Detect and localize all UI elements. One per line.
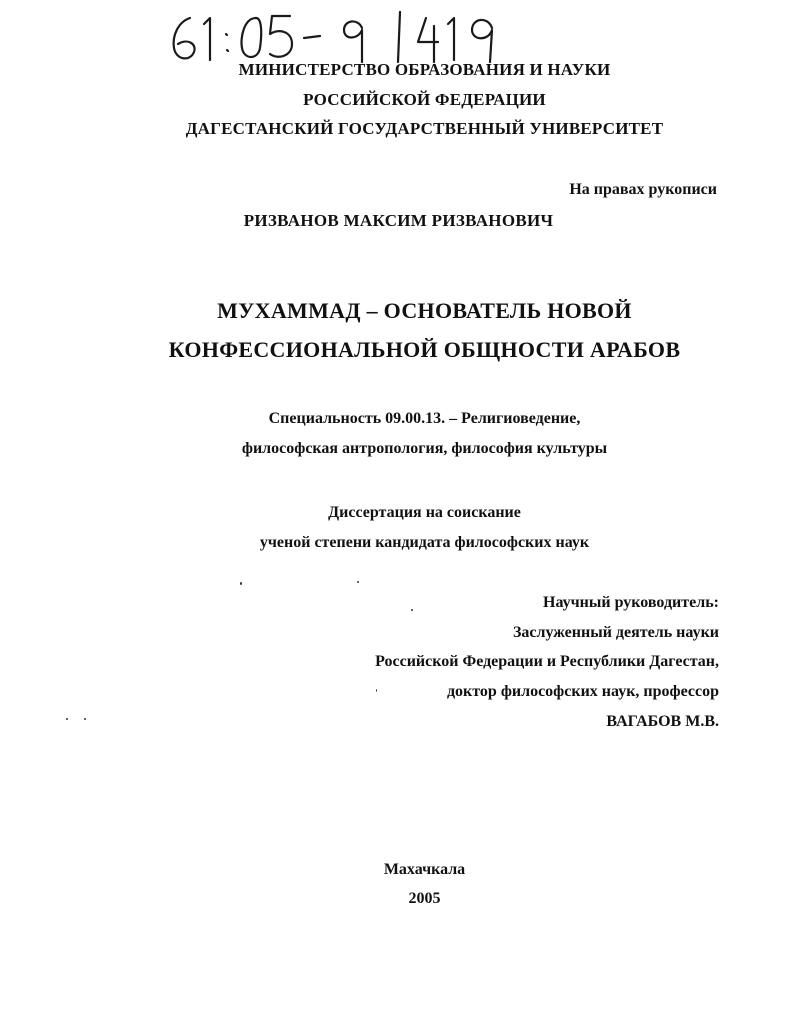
dissertation-degree-line-2: ученой степени кандидата философских наук bbox=[259, 534, 590, 551]
specialty-line-2: философская антропология, философия культуры bbox=[241, 440, 608, 457]
supervisor-label: Научный руководитель: bbox=[543, 594, 719, 611]
scan-speck bbox=[411, 609, 413, 611]
rights-note: На правах рукописи bbox=[569, 181, 717, 198]
year: 2005 bbox=[408, 890, 441, 907]
dissertation-degree-line-1: Диссертация на соискание bbox=[328, 504, 521, 521]
institution-line-3: ДАГЕСТАНСКИЙ ГОСУДАРСТВЕННЫЙ УНИВЕРСИТЕТ bbox=[185, 119, 664, 138]
handwritten-catalog-number bbox=[150, 4, 530, 66]
author-name: РИЗВАНОВ МАКСИМ РИЗВАНОВИЧ bbox=[243, 211, 554, 230]
institution-line-2: РОССИЙСКОЙ ФЕДЕРАЦИИ bbox=[303, 90, 546, 109]
scan-speck bbox=[376, 689, 377, 692]
scan-speck bbox=[240, 582, 242, 585]
city: Махачкала bbox=[383, 861, 466, 878]
handwritten-catalog-number-drawing bbox=[150, 4, 530, 66]
supervisor-title-line-3: доктор философских наук, профессор bbox=[446, 683, 719, 700]
supervisor-title-line-2: Российской Федерации и Республики Дагестан, bbox=[375, 653, 719, 670]
specialty-line-1: Специальность 09.00.13. – Религиоведение, bbox=[268, 410, 581, 427]
scan-speck bbox=[357, 581, 359, 583]
supervisor-name: ВАГАБОВ М.В. bbox=[606, 713, 719, 730]
scan-speck bbox=[84, 718, 86, 720]
dissertation-title-line-1: МУХАММАД – ОСНОВАТЕЛЬ НОВОЙ bbox=[217, 298, 632, 323]
institution-line-1: МИНИСТЕРСТВО ОБРАЗОВАНИЯ И НАУКИ bbox=[238, 60, 611, 79]
supervisor-title-line-1: Заслуженный деятель науки bbox=[512, 624, 719, 641]
dissertation-title-line-2: КОНФЕССИОНАЛЬНОЙ ОБЩНОСТИ АРАБОВ bbox=[168, 337, 681, 362]
scan-speck bbox=[66, 718, 68, 720]
